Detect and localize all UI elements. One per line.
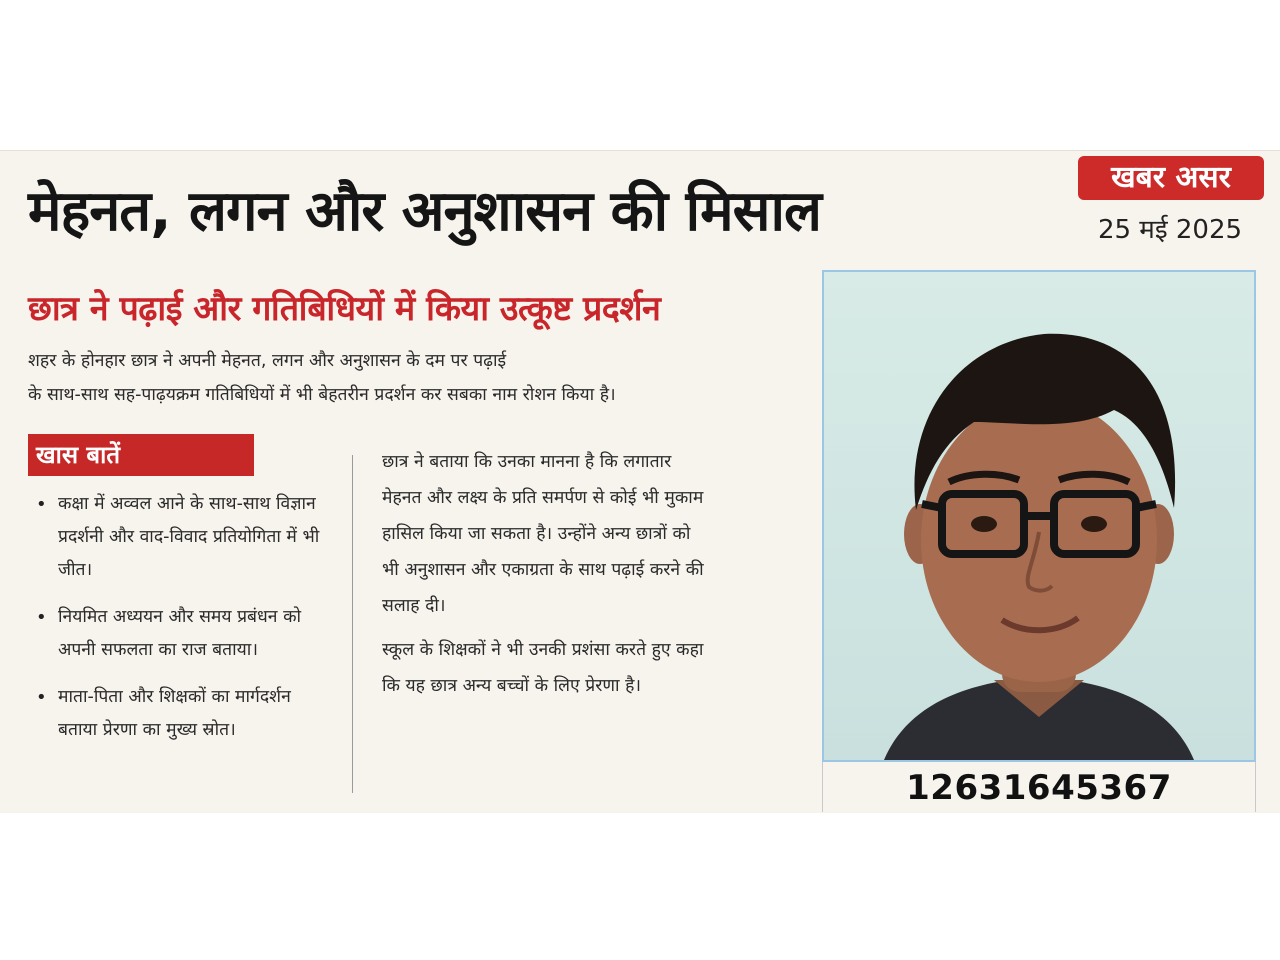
portrait-illustration xyxy=(824,272,1254,760)
key-point-text: नियमित अध्ययन और समय प्रबंधन को अपनी सफलता का राज बताया। xyxy=(58,607,302,660)
photo-caption-number: 12631645367 xyxy=(906,768,1172,808)
intro-line: शहर के होनहार छात्र ने अपनी मेहनत, लगन और अनुशासन के दम पर पढ़ाई xyxy=(28,351,507,371)
intro-paragraph xyxy=(28,344,818,412)
key-point-text: माता-पिता और शिक्षकों का मार्गदर्शन बताया प्रेरणा का मुख्य स्रोत। xyxy=(58,687,291,740)
bullet-icon: • xyxy=(36,494,47,515)
body-paragraph: छात्र ने बताया कि उनका मानना है कि लगातार मेहनत और लक्ष्य के प्रति समर्पण से कोई भी मुकाम हासिल किया जा सकता है। उन्होंने अन्य छात्रों को भी अनुशासन और एकाग्रता के साथ पढ़ाई करने की सलाह दी। xyxy=(382,452,704,616)
subheadline: छात्र ने पढ़ाई और गतिबिधियों में किया उत्कूष्ट प्रदर्शन xyxy=(28,289,661,329)
key-point-text: कक्षा में अव्वल आने के साथ-साथ विज्ञान प्रदर्शनी और वाद-विवाद प्रतियोगिता में भी जीत। xyxy=(58,494,320,580)
student-photo xyxy=(822,270,1256,762)
news-badge: खबर असर xyxy=(1078,156,1264,200)
column-divider xyxy=(352,455,353,793)
intro-line: के साथ-साथ सह-पाढ़यक्रम गतिबिधियों में भी बेहतरीन प्रदर्शन कर सबका नाम रोशन किया है। xyxy=(28,385,616,405)
headline: मेहनत, लगन और अनुशासन की मिसाल xyxy=(28,179,821,244)
key-point-item xyxy=(30,488,330,587)
key-points-list xyxy=(30,488,330,761)
body-paragraph: स्कूल के शिक्षकों ने भी उनकी प्रशंसा करते हुए कहा कि यह छात्र अन्य बच्चों के लिए प्रेरणा है। xyxy=(382,640,704,696)
key-points-label: खास बातें xyxy=(28,434,254,476)
bullet-icon: • xyxy=(36,687,47,708)
publish-date: 25 मई 2025 xyxy=(1097,215,1243,245)
key-point-item xyxy=(30,681,330,747)
article-body-column xyxy=(382,444,712,712)
key-point-item xyxy=(30,601,330,667)
bullet-icon: • xyxy=(36,607,47,628)
